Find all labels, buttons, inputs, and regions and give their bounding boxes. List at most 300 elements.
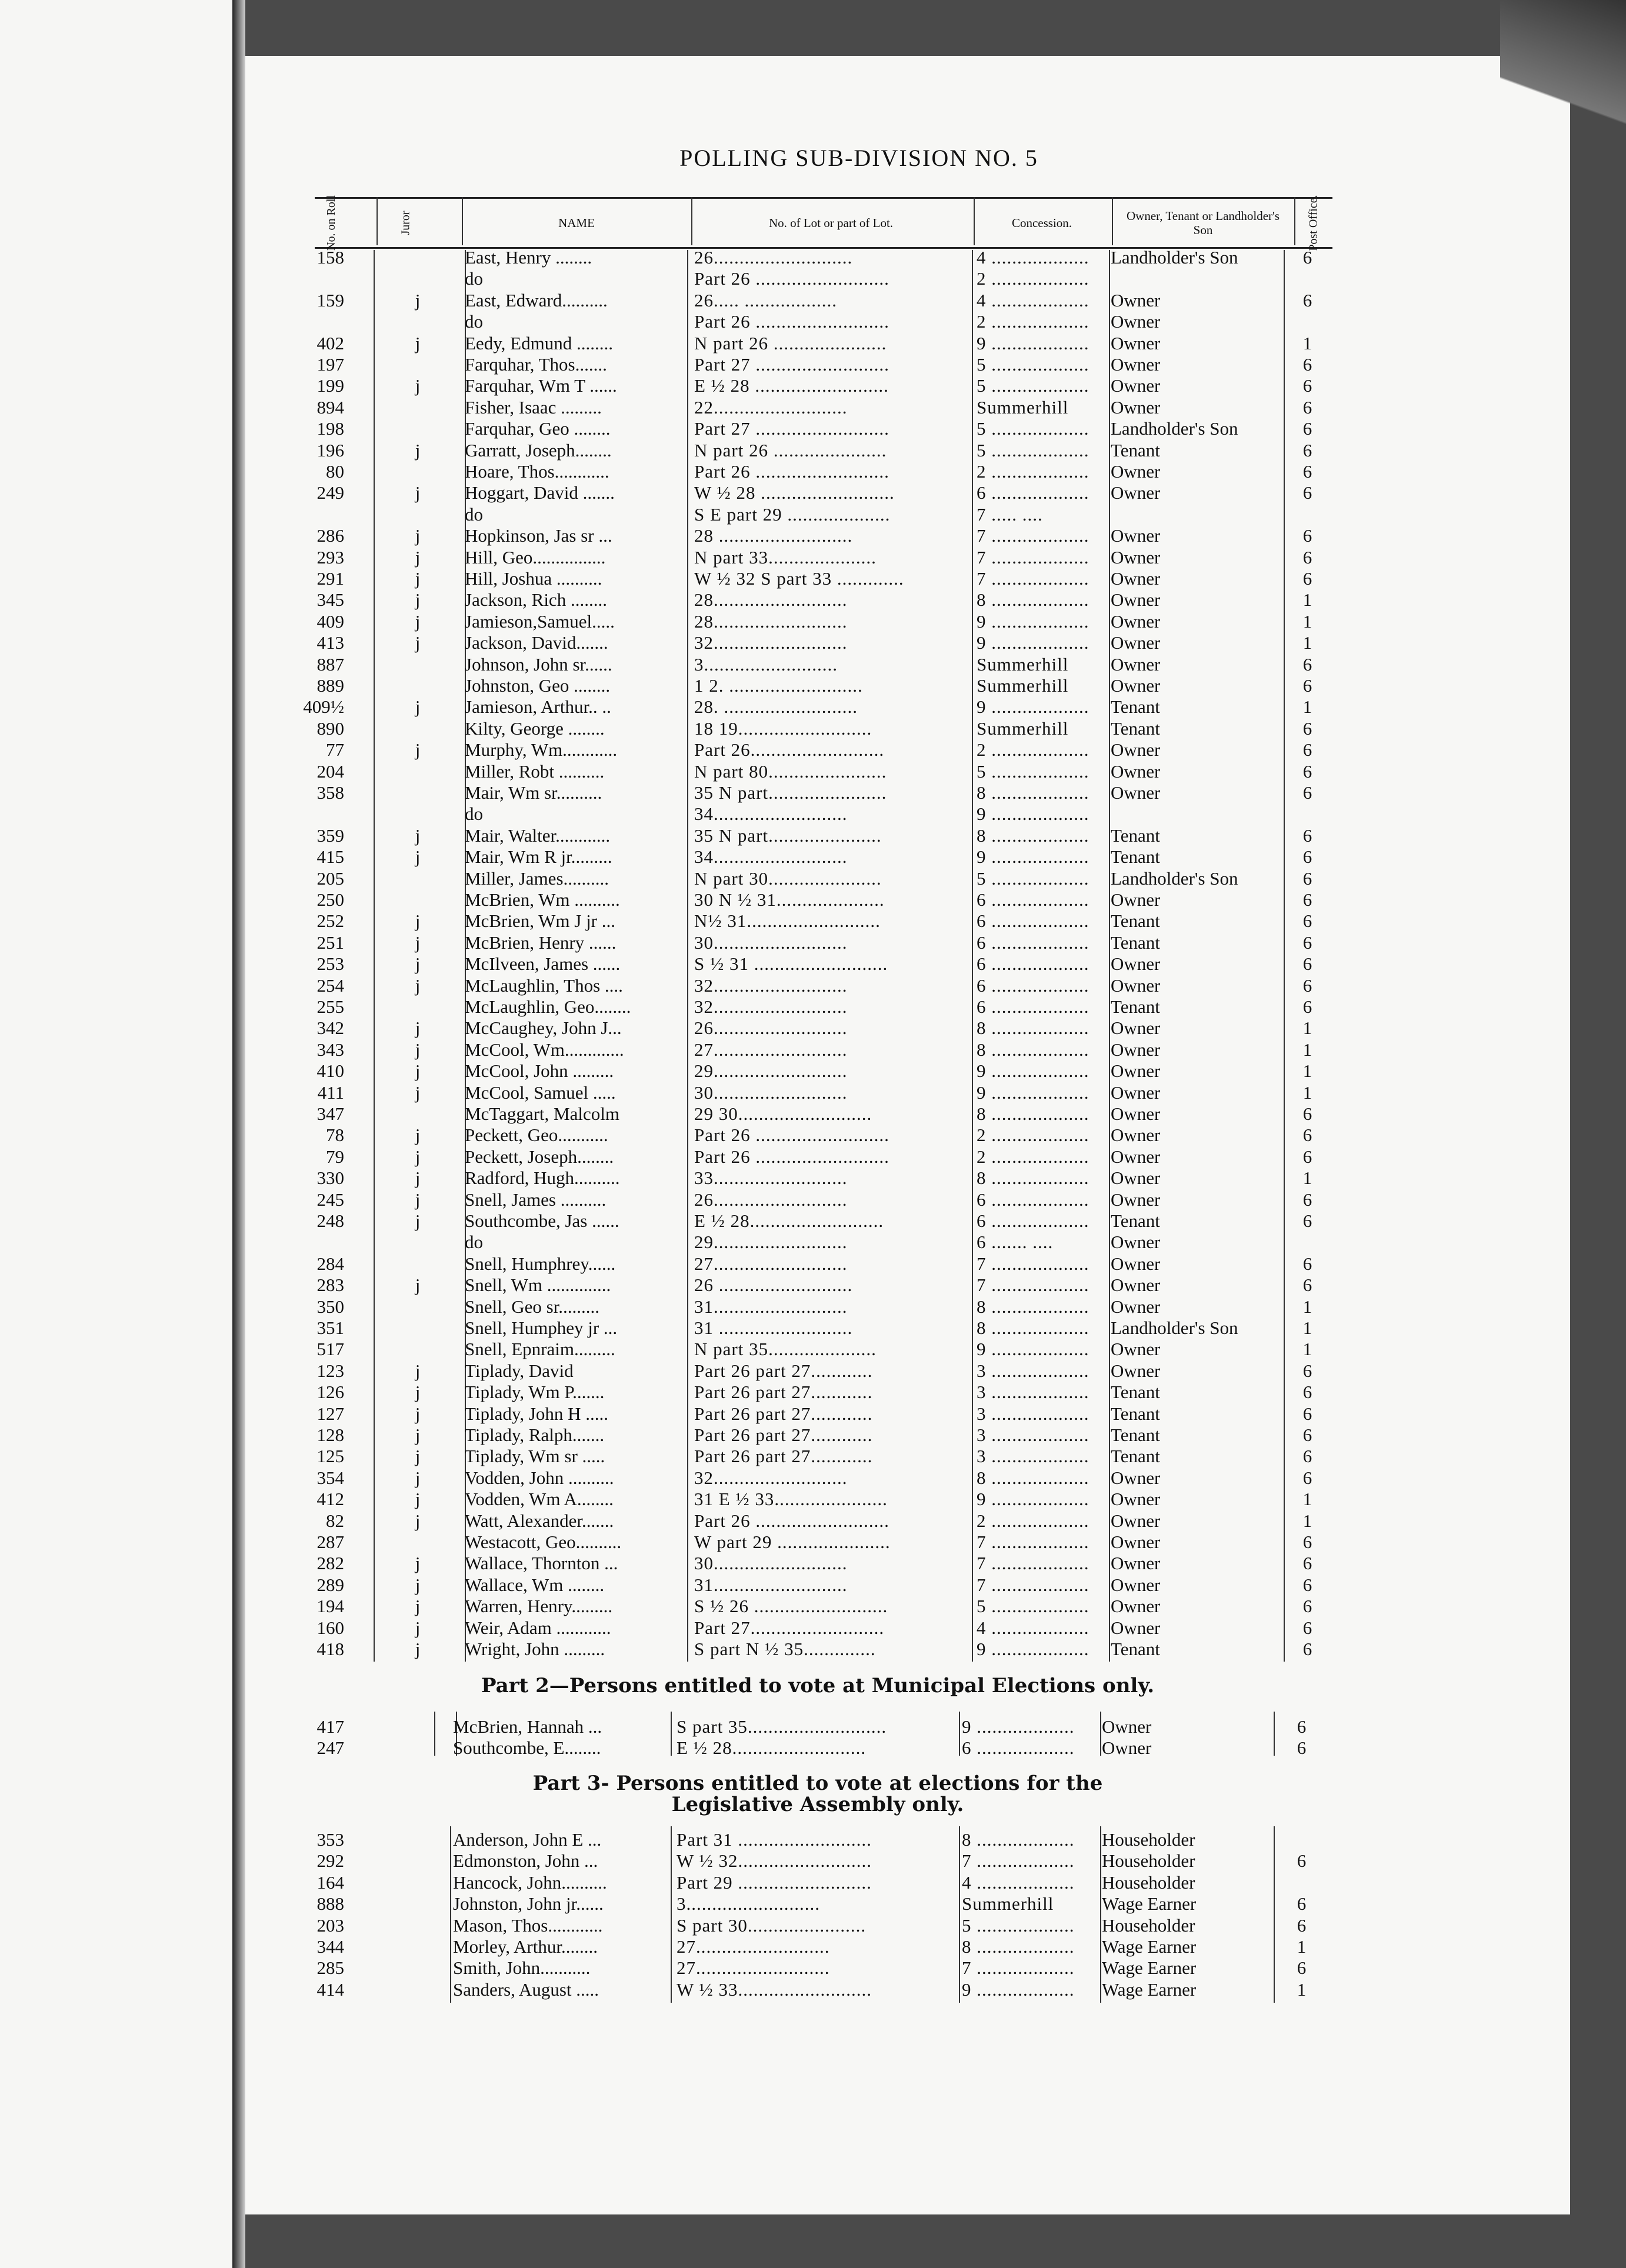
roll-number: 894: [316, 396, 344, 418]
lot-number: 28..........................: [694, 611, 848, 632]
voter-name: Snell, Wm ..............: [465, 1275, 611, 1296]
lot-number: 26 ..........................: [694, 1275, 853, 1296]
voter-name: Fisher, Isaac .........: [465, 396, 602, 418]
voter-name: do: [465, 1232, 483, 1253]
voter-name: Snell, Humphey jr ...: [465, 1318, 618, 1338]
voter-name: McBrien, Hannah ...: [453, 1716, 602, 1737]
roll-number: 347: [316, 1103, 344, 1124]
roll-number: 251: [316, 932, 344, 953]
lot-number: N part 30......................: [694, 868, 882, 889]
juror-mark: j: [415, 632, 421, 653]
juror-mark: j: [415, 846, 421, 868]
voter-name: Hancock, John..........: [453, 1872, 607, 1893]
lot-number: N part 26 ......................: [694, 439, 887, 461]
lot-number: 30 N ½ 31.....................: [694, 889, 885, 910]
roll-number: 204: [316, 761, 344, 782]
post-office: 6: [1302, 1360, 1312, 1381]
owner-status: Owner: [1111, 889, 1161, 910]
post-office: 6: [1297, 1915, 1307, 1936]
lot-number: 35 N part......................: [694, 825, 882, 846]
concession: 9 ...................: [977, 1489, 1089, 1510]
post-office: 6: [1302, 568, 1312, 589]
table-row: [0, 696, 1626, 718]
voter-name: Hoare, Thos............: [465, 461, 609, 482]
col-header-juror: Juror: [399, 211, 412, 235]
lot-number: Part 26 ..........................: [694, 461, 889, 482]
owner-status: Tenant: [1111, 996, 1160, 1017]
post-office: 6: [1302, 418, 1312, 439]
post-office: 1: [1302, 696, 1312, 718]
voter-name: McBrien, Wm J jr ...: [465, 910, 616, 932]
lot-number: 26..........................: [694, 1018, 848, 1039]
voter-name: do: [465, 268, 483, 289]
roll-number: 293: [316, 546, 344, 568]
lot-number: N part 26 ......................: [694, 332, 887, 353]
roll-number: 350: [316, 1296, 344, 1317]
voter-name: Kilty, George ........: [465, 718, 605, 739]
concession: 6 ...................: [977, 910, 1089, 932]
lot-number: N½ 31..........................: [694, 910, 881, 932]
table-row: [0, 1446, 1626, 1467]
concession: 8 ...................: [977, 825, 1089, 846]
juror-mark: j: [415, 1039, 421, 1060]
voter-name: Southcombe, Jas ......: [465, 1210, 619, 1231]
juror-mark: j: [415, 1168, 421, 1189]
roll-number: 292: [316, 1850, 344, 1872]
lot-number: N part 33.....................: [694, 546, 877, 568]
owner-status: Tenant: [1111, 846, 1160, 868]
juror-mark: j: [415, 611, 421, 632]
roll-number: 411: [317, 1082, 344, 1103]
lot-number: 30..........................: [694, 932, 848, 953]
table-row: [0, 739, 1626, 761]
voter-name: Jamieson,Samuel.....: [465, 611, 615, 632]
col-header-lot: No. of Lot or part of Lot.: [768, 216, 894, 230]
roll-number: 414: [316, 1979, 344, 2000]
voter-name: Mason, Thos............: [453, 1915, 603, 1936]
juror-mark: j: [415, 1018, 421, 1039]
roll-number: 125: [316, 1446, 344, 1467]
post-office: 1: [1302, 1082, 1312, 1103]
concession: 3 ...................: [977, 1403, 1089, 1424]
post-office: 1: [1302, 611, 1312, 632]
owner-status: Wage Earner: [1102, 1936, 1197, 1957]
owner-status: Owner: [1111, 1189, 1161, 1210]
voter-name: Tiplady, John H .....: [465, 1403, 609, 1424]
roll-number: 283: [316, 1275, 344, 1296]
lot-number: N part 35.....................: [694, 1339, 877, 1360]
concession: 7 ...................: [962, 1850, 1075, 1872]
post-office: 6: [1302, 525, 1312, 546]
owner-status: Owner: [1111, 546, 1161, 568]
concession: 9 ...................: [977, 1082, 1089, 1103]
owner-status: Owner: [1111, 1039, 1161, 1060]
table-row: [0, 910, 1626, 932]
juror-mark: j: [415, 568, 421, 589]
concession: 6 ...................: [977, 953, 1089, 975]
voter-name: McBrien, Wm ..........: [465, 889, 620, 910]
table-row: [0, 1146, 1626, 1168]
lot-number: Part 26 ..........................: [694, 1125, 889, 1146]
roll-number: 409½: [303, 696, 344, 718]
voter-name: Eedy, Edmund ........: [465, 332, 613, 353]
owner-status: Owner: [1111, 1275, 1161, 1296]
post-office: 6: [1302, 1425, 1312, 1445]
owner-status: Tenant: [1111, 696, 1160, 718]
concession: 8 ...................: [977, 1018, 1089, 1039]
concession: 8 ...................: [962, 1936, 1075, 1957]
concession: 3 ...................: [977, 1446, 1089, 1467]
table-row: [0, 1232, 1626, 1253]
voter-name: McCool, Wm.............: [465, 1039, 624, 1060]
table-row: [0, 525, 1626, 546]
page-title: POLLING SUB-DIVISION NO. 5: [679, 145, 1038, 171]
table-row: [0, 1872, 1626, 1893]
post-office: 6: [1297, 1893, 1307, 1915]
juror-mark: j: [415, 439, 421, 461]
post-office: 6: [1302, 1553, 1312, 1574]
concession: 8 ...................: [977, 1103, 1089, 1124]
lot-number: 31 E ½ 33......................: [694, 1489, 888, 1510]
lot-number: 26..... ..................: [694, 289, 837, 311]
table-row: [0, 1510, 1626, 1532]
table-row: [0, 504, 1626, 525]
lot-number: Part 26 part 27............: [694, 1446, 873, 1467]
roll-number: 198: [316, 418, 344, 439]
table-row: [0, 290, 1626, 311]
concession: 6 ...................: [977, 975, 1089, 996]
post-office: 6: [1302, 1446, 1312, 1467]
roll-number: 415: [316, 846, 344, 868]
post-office: 6: [1302, 1146, 1312, 1167]
concession: 8 ...................: [977, 1318, 1089, 1338]
post-office: 6: [1302, 868, 1312, 889]
post-office: 6: [1297, 1716, 1307, 1737]
table-row: [0, 782, 1626, 803]
roll-number: 158: [316, 247, 344, 268]
lot-number: 29..........................: [694, 1232, 848, 1253]
lot-number: 31..........................: [694, 1296, 848, 1317]
owner-status: Householder: [1102, 1829, 1195, 1850]
roll-number: 344: [316, 1936, 344, 1957]
owner-status: Owner: [1111, 761, 1161, 782]
concession: 8 ...................: [977, 1296, 1089, 1317]
table-row: [0, 1596, 1626, 1617]
roll-number: 123: [316, 1360, 344, 1381]
post-office: 1: [1302, 1018, 1312, 1039]
juror-mark: j: [415, 1489, 421, 1510]
owner-status: Owner: [1111, 1168, 1161, 1189]
owner-status: Owner: [1111, 375, 1161, 396]
lot-number: 27..........................: [694, 1253, 848, 1274]
table-row: [0, 589, 1626, 611]
concession: 9 ...................: [977, 846, 1089, 868]
owner-status: Tenant: [1111, 1425, 1160, 1445]
post-office: 6: [1302, 461, 1312, 482]
lot-number: Part 26 part 27............: [694, 1403, 873, 1424]
owner-status: Tenant: [1111, 1446, 1160, 1467]
lot-number: 28..........................: [694, 589, 848, 611]
post-office: 6: [1302, 247, 1312, 268]
owner-status: Owner: [1111, 525, 1161, 546]
table-row: [0, 311, 1626, 332]
lot-number: Part 26 part 27............: [694, 1360, 873, 1381]
roll-number: 417: [316, 1716, 344, 1737]
juror-mark: j: [415, 696, 421, 718]
juror-mark: j: [415, 1553, 421, 1574]
post-office: 6: [1302, 1125, 1312, 1146]
post-office: 6: [1302, 1403, 1312, 1424]
voter-name: Hill, Joshua ..........: [465, 568, 602, 589]
roll-number: 890: [316, 718, 344, 739]
owner-status: Owner: [1111, 739, 1161, 761]
lot-number: 27..........................: [694, 1039, 848, 1060]
owner-status: Owner: [1111, 1532, 1161, 1552]
voter-name: Miller, James..........: [465, 868, 609, 889]
lot-number: 32..........................: [694, 975, 848, 996]
roll-number: 80: [326, 461, 344, 482]
owner-status: Owner: [1111, 1467, 1161, 1488]
juror-mark: j: [415, 1060, 421, 1082]
post-office: 6: [1302, 1382, 1312, 1403]
roll-number: 205: [316, 868, 344, 889]
juror-mark: j: [415, 1574, 421, 1595]
juror-mark: j: [415, 1596, 421, 1617]
voter-name: McBrien, Henry ......: [465, 932, 617, 953]
table-row: [0, 675, 1626, 696]
owner-status: Owner: [1111, 289, 1161, 311]
roll-number: 409: [316, 611, 344, 632]
owner-status: Owner: [1111, 1617, 1161, 1638]
roll-number: 127: [316, 1403, 344, 1424]
table-header: [315, 197, 1332, 249]
roll-number: 128: [316, 1425, 344, 1445]
concession: 8 ...................: [962, 1829, 1075, 1850]
concession: 6 ...................: [977, 932, 1089, 953]
voter-name: Weir, Adam ............: [465, 1617, 611, 1638]
lot-number: 29 30..........................: [694, 1103, 872, 1124]
roll-number: 250: [316, 889, 344, 910]
table-row: [0, 568, 1626, 589]
table-row: [0, 1915, 1626, 1936]
table-row: [0, 1253, 1626, 1275]
concession: 7 ...................: [977, 1275, 1089, 1296]
table-row: [0, 1018, 1626, 1039]
post-office: 1: [1302, 1339, 1312, 1360]
table-row: [0, 1360, 1626, 1382]
owner-status: Wage Earner: [1102, 1979, 1197, 2000]
lot-number: S ½ 31 ..........................: [694, 953, 888, 975]
roll-number: 203: [316, 1915, 344, 1936]
concession: 9 ...................: [977, 611, 1089, 632]
table-row: [0, 761, 1626, 782]
juror-mark: j: [415, 1446, 421, 1467]
post-office: 6: [1302, 1532, 1312, 1552]
juror-mark: j: [415, 1082, 421, 1103]
voter-name: Farquhar, Wm T ......: [465, 375, 617, 396]
concession: 2 ...................: [977, 739, 1089, 761]
juror-mark: j: [415, 953, 421, 975]
owner-status: Owner: [1111, 653, 1161, 675]
post-office: 1: [1297, 1936, 1307, 1957]
roll-number: 285: [316, 1957, 344, 1979]
owner-status: Owner: [1111, 568, 1161, 589]
owner-status: Householder: [1102, 1850, 1195, 1872]
voter-name: Farquhar, Thos.......: [465, 354, 607, 375]
concession: 5 ...................: [977, 761, 1089, 782]
lot-number: 27..........................: [677, 1936, 830, 1957]
lot-number: Part 26 ..........................: [694, 311, 889, 332]
roll-number: 342: [316, 1018, 344, 1039]
lot-number: 34..........................: [694, 846, 848, 868]
post-office: 6: [1302, 889, 1312, 910]
concession: 8 ...................: [977, 1039, 1089, 1060]
owner-status: Tenant: [1111, 825, 1160, 846]
juror-mark: j: [415, 975, 421, 996]
post-office: 6: [1302, 953, 1312, 975]
concession: 5 ...................: [977, 375, 1089, 396]
concession: 4 ...................: [977, 289, 1089, 311]
table-row: [0, 440, 1626, 461]
owner-status: Tenant: [1111, 1382, 1160, 1403]
post-office: 6: [1302, 482, 1312, 503]
concession: 2 ...................: [977, 311, 1089, 332]
lot-number: 28 ..........................: [694, 525, 853, 546]
lot-number: S E part 29 ....................: [694, 503, 891, 525]
voter-name: Westacott, Geo..........: [465, 1532, 622, 1552]
juror-mark: j: [415, 739, 421, 761]
table-row: [0, 1617, 1626, 1639]
lot-number: Part 26 part 27............: [694, 1425, 873, 1445]
part3-heading-line1: Part 3- Persons entitled to vote at elections for the: [532, 1772, 1103, 1795]
table-row: [0, 333, 1626, 354]
table-row: [0, 1039, 1626, 1060]
juror-mark: j: [415, 1425, 421, 1445]
owner-status: Owner: [1111, 1146, 1161, 1167]
col-header-concession: Concession.: [1011, 216, 1072, 230]
voter-name: Farquhar, Geo ........: [465, 418, 611, 439]
owner-status: Owner: [1111, 1510, 1161, 1531]
owner-status: Owner: [1111, 782, 1161, 803]
lot-number: W ½ 33..........................: [677, 1979, 872, 2000]
voter-name: do: [465, 803, 483, 825]
juror-mark: j: [415, 1639, 421, 1659]
post-office: 6: [1302, 675, 1312, 696]
roll-number: 888: [316, 1893, 344, 1915]
lot-number: 22..........................: [694, 396, 848, 418]
lot-number: W ½ 32 S part 33 .............: [694, 568, 904, 589]
table-row: [0, 803, 1626, 825]
voter-name: Mair, Walter............: [465, 825, 611, 846]
voter-name: Tiplady, David: [465, 1360, 574, 1381]
voter-name: Vodden, John ..........: [465, 1467, 614, 1488]
concession: 7 ...................: [977, 1574, 1089, 1595]
owner-status: Tenant: [1111, 718, 1160, 739]
table-row: [0, 482, 1626, 503]
concession: 9 ...................: [977, 696, 1089, 718]
lot-number: 30..........................: [694, 1553, 848, 1574]
post-office: 6: [1302, 718, 1312, 739]
roll-number: 343: [316, 1039, 344, 1060]
post-office: 1: [1302, 632, 1312, 653]
concession: 7 ...................: [977, 1553, 1089, 1574]
juror-mark: j: [415, 546, 421, 568]
roll-number: 284: [316, 1253, 344, 1274]
table-row: [0, 654, 1626, 675]
concession: 6 ...................: [977, 1210, 1089, 1231]
table-row: [0, 953, 1626, 975]
roll-number: 289: [316, 1574, 344, 1595]
concession: 8 ...................: [977, 1467, 1089, 1488]
lot-number: S part N ½ 35..............: [694, 1639, 876, 1659]
concession: 5 ...................: [977, 868, 1089, 889]
juror-mark: j: [415, 1275, 421, 1296]
lot-number: Part 31 ..........................: [677, 1829, 872, 1850]
lot-number: S part 35...........................: [677, 1716, 887, 1737]
voter-name: Miller, Robt ..........: [465, 761, 605, 782]
lot-number: 29..........................: [694, 1060, 848, 1082]
lot-number: Part 26..........................: [694, 739, 885, 761]
roll-number: 351: [316, 1318, 344, 1338]
owner-status: Owner: [1111, 461, 1161, 482]
juror-mark: j: [415, 589, 421, 611]
lot-number: Part 26 ..........................: [694, 1510, 889, 1531]
page-corner-fold: [1500, 0, 1626, 176]
post-office: 6: [1302, 996, 1312, 1017]
voter-name: Hoggart, David .......: [465, 482, 615, 503]
concession: 9 ...................: [977, 1060, 1089, 1082]
table-row: [0, 354, 1626, 375]
voter-name: Snell, Humphrey......: [465, 1253, 616, 1274]
lot-number: Part 27 ..........................: [694, 354, 889, 375]
roll-number: 402: [316, 332, 344, 353]
roll-number: 889: [316, 675, 344, 696]
roll-number: 282: [316, 1553, 344, 1574]
lot-number: 28. ..........................: [694, 696, 858, 718]
owner-status: Owner: [1102, 1737, 1152, 1759]
voter-name: Garratt, Joseph........: [465, 439, 612, 461]
juror-mark: j: [415, 1467, 421, 1488]
roll-number: 330: [316, 1168, 344, 1189]
lot-number: 30..........................: [694, 1082, 848, 1103]
table-row: [0, 1425, 1626, 1446]
lot-number: W ½ 32..........................: [677, 1850, 872, 1872]
voter-name: McIlveen, James ......: [465, 953, 621, 975]
part2-heading: Part 2—Persons entitled to vote at Municipal Elections only.: [481, 1674, 1155, 1697]
table-row: [0, 1318, 1626, 1339]
post-office: 6: [1302, 1103, 1312, 1124]
table-row: [0, 1639, 1626, 1660]
table-row: [0, 1189, 1626, 1210]
concession: 9 ...................: [977, 803, 1089, 825]
owner-status: Owner: [1111, 332, 1161, 353]
table-row: [0, 1957, 1626, 1979]
owner-status: Householder: [1102, 1872, 1195, 1893]
lot-number: 26...........................: [694, 247, 853, 268]
juror-mark: j: [415, 1403, 421, 1424]
owner-status: Landholder's Son: [1111, 1318, 1238, 1338]
post-office: 6: [1302, 1467, 1312, 1488]
table-row: [0, 418, 1626, 439]
voter-name: Johnson, John sr......: [465, 653, 612, 675]
owner-status: Owner: [1111, 589, 1161, 611]
table-row: [0, 1979, 1626, 2000]
voter-name: Hopkinson, Jas sr ...: [465, 525, 612, 546]
juror-mark: j: [415, 1510, 421, 1531]
post-office: 6: [1302, 846, 1312, 868]
voter-name: Snell, Epnraim.........: [465, 1339, 615, 1360]
roll-number: 287: [316, 1532, 344, 1552]
